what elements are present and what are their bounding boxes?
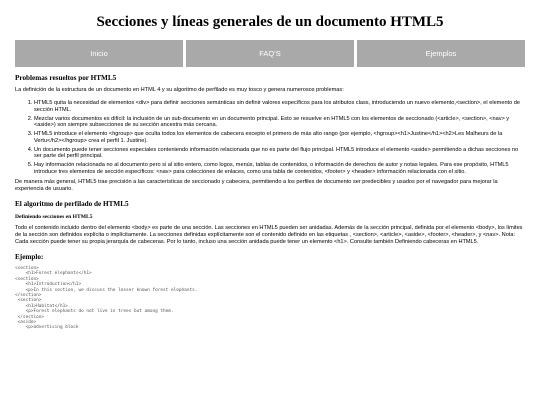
list-item: 2. Mezclar varios documentos es difícil: la inclusión de un sub-documento en un documento principal. Esto se resuelve en HTML5 con los elementos de seccionado (<article>, <section>, <nav> y <aside>) son siempre subsecciones de su sección ancestra más cercana.	[34, 116, 525, 129]
nav-item-ejemplos[interactable]: Ejemplos	[357, 40, 525, 67]
page	[0, 13, 540, 331]
list-item: 5. Hay información relacionada no al documento pero si al sitio entero, como logos, menús, tablas de contenidos, o información de derechos de autor y notas legales. Para ese propósito, HTML5 introduce tres elementos de sección específicos: <nav> para colecciones de enlaces, como una tabla de contenidos, <footer> y <header> información relacionada con el sitio.	[34, 162, 525, 175]
nav-bar	[15, 40, 525, 67]
page-title: Secciones y líneas generales de un documento HTML5	[96, 14, 444, 30]
sections-paragraph: Todo el contenido incluido dentro del elemento <body> es parte de una sección. Las secciones en HTML5 pueden ser anidadas. Además de la sección principal, definida por el elemento <body>, los límites de la sección son definidos explícita o implícitamente. La secciones definidas explícitamente son el contenido definido en las etiquetas , <section>, <article>, <aside>, <footer>, <header>, y <nav>. Nota: Cada sección puede tener su propia jerarquía de cabeceras. Por lo tanto, incluso una sección anidada puede tener un elemento <h1>. Consulte también Definiendo cabeceras en HTML5.	[15, 225, 523, 245]
list-item: 4. Un documento puede tener secciones especiales conteniendo información relacionada que no es parte del flujo principal. HTML5 introduce el elemento <aside> permitiendo a dichas secciones no ser parte del perfil principal.	[34, 147, 525, 160]
nav-item-faqs[interactable]: FAQ'S	[186, 40, 354, 67]
list-item: 3. HTML5 introduce el elemento <hgroup> que oculta todos los elementos de cabecera excepto el primero de más alto rango (por ejemplo, <hgroup><h1>Justine</h1><h2>Les Malheurs de la Vertu</h2></hgroup> crea el perfil 1. Justine).	[34, 131, 525, 144]
section-heading-problemas: Problemas resueltos por HTML5	[15, 74, 117, 82]
list-item: 1. HTML5 quita la necesidad de elementos <div> para definir secciones semánticas sin definir valores específicos para los atributos class, introduciendo un nuevo elemento,<section>, el elemento de sección HTML.	[34, 100, 525, 113]
section-heading-algoritmo: El algoritmo de perfilado de HTML5	[15, 200, 129, 208]
intro-paragraph: La definición de la estructura de un documento en HTML 4 y su algoritmo de perfilado es muy tosco y genera numerosos problemas:	[15, 87, 344, 93]
code-example: <section> <h1>Forest elephants</h1> <section> <h1>Introduction</h1> <p>In this section, we discuss the lesser known forest elephants. </section> <section> <h1>Habitat</h1> <p>Forest elephants do not live in trees but among them. </section> <aside> <p>advertising block	[15, 266, 198, 331]
subheading-definiendo: Definiendo secciones en HTML5	[15, 214, 93, 220]
section-heading-ejemplo: Ejemplo:	[15, 253, 44, 261]
problems-list	[15, 100, 525, 175]
nav-item-inicio[interactable]: Inicio	[15, 40, 183, 67]
outro-paragraph: De manera más general, HTML5 trae precisión a las características de seccionado y cabecera, permitiendo a los perfiles de documento ser predecibles y usados por el navegador para mejorar la experiencia de usuario.	[15, 179, 498, 192]
